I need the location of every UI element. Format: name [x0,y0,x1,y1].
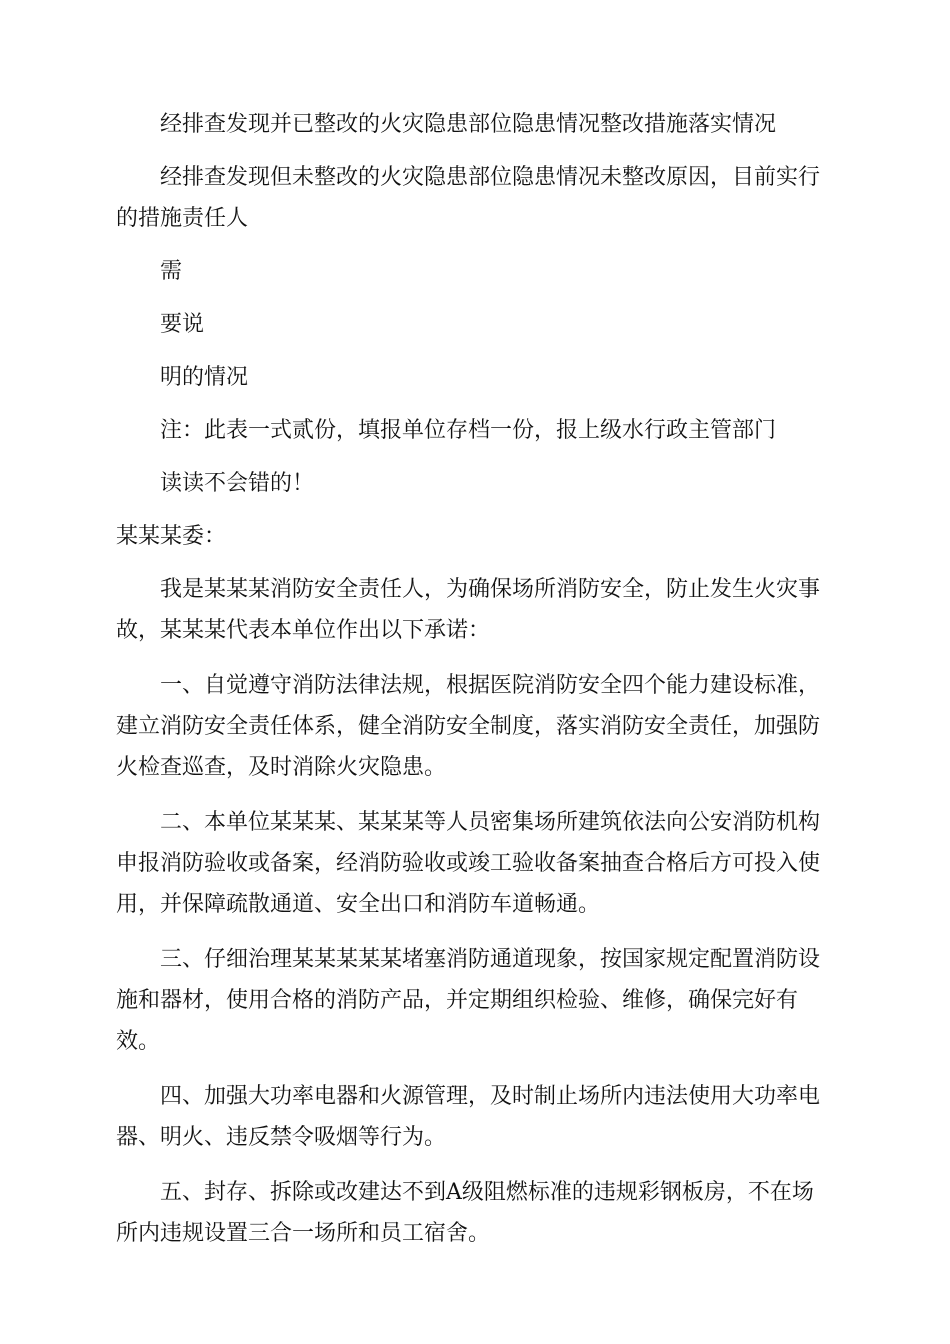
paragraph-item-5: 五、封存、拆除或改建达不到A级阻燃标准的违规彩钢板房，不在场所内违规设置三合一场所和员工宿舍。 [116,1180,814,1246]
paragraph-situation: 明的情况 [160,365,249,390]
paragraph-note: 注：此表一式贰份，填报单位存档一份，报上级水行政主管部门 [160,418,777,443]
paragraph-unrectified-hazards: 经排查发现但未整改的火灾隐患部位隐患情况未整改原因，目前实行的措施责任人 [116,165,821,231]
document-body [116,104,834,1268]
paragraph-item-4: 四、加强大功率电器和火源管理，及时制止场所内违法使用大功率电器、明火、违反禁令吸烟等行为。 [116,1084,821,1150]
salutation: 某某某委： [116,524,227,549]
paragraph-item-3: 三、仔细治理某某某某某堵塞消防通道现象，按国家规定配置消防设施和器材，使用合格的消防产品，并定期组织检验、维修，确保完好有效。 [116,947,821,1054]
paragraph-read: 读读不会错的！ [160,471,315,496]
paragraph-item-2: 二、本单位某某某、某某某等人员密集场所建筑依法向公安消防机构申报消防验收或备案，经消防验收或竣工验收备案抽查合格后方可投入使用，并保障疏散通道、安全出口和消防车道畅通。 [116,810,821,917]
paragraph-rectified-hazards: 经排查发现并已整改的火灾隐患部位隐患情况整改措施落实情况 [160,112,777,137]
paragraph-need: 需 [160,259,183,284]
paragraph-commitment-intro: 我是某某某消防安全责任人，为确保场所消防安全，防止发生火灾事故，某某某代表本单位作出以下承诺： [116,577,821,643]
paragraph-to-explain: 要说 [160,312,205,337]
paragraph-item-1: 一、自觉遵守消防法律法规，根据医院消防安全四个能力建设标准，建立消防安全责任体系，健全消防安全制度，落实消防安全责任，加强防火检查巡查，及时消除火灾隐患。 [116,673,821,780]
